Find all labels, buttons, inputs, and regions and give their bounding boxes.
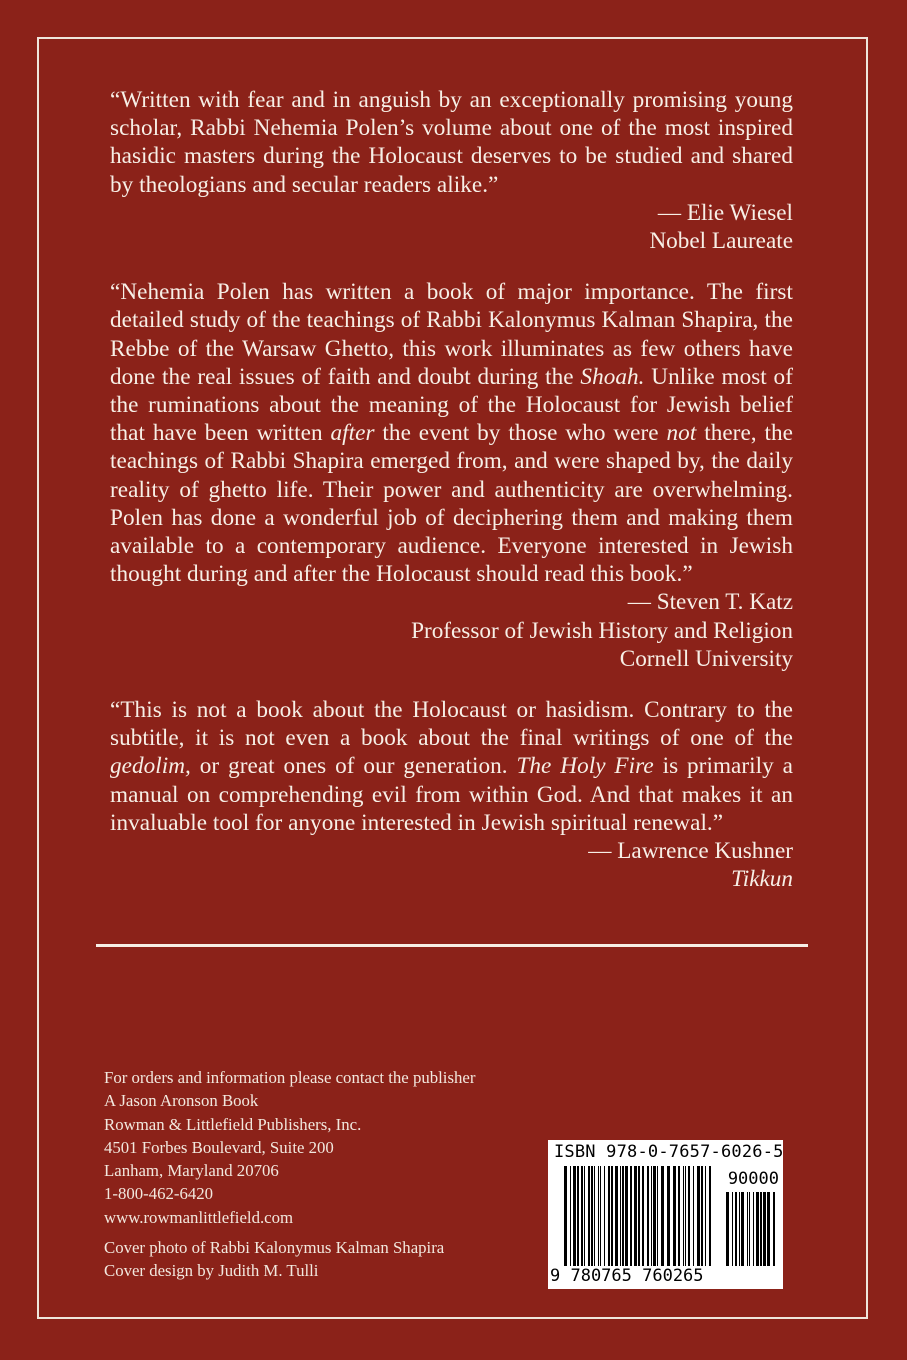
barcode-bar <box>581 1166 583 1266</box>
publisher-line: For orders and information please contact the publisher <box>104 1068 476 1087</box>
barcode-bar <box>630 1166 632 1266</box>
cover-photo-credit: Cover photo of Rabbi Kalonymus Kalman Shapira <box>104 1238 445 1258</box>
attribution-title: Nobel Laureate <box>649 228 793 255</box>
publisher-website: www.rowmanlittlefield.com <box>104 1207 294 1227</box>
attribution-name: — Elie Wiesel <box>657 199 793 226</box>
barcode-bar <box>608 1166 610 1266</box>
barcode-bar <box>634 1166 637 1266</box>
addon-barcode-bars <box>726 1192 778 1266</box>
barcode-bar <box>767 1192 770 1266</box>
barcode-bar <box>584 1166 585 1266</box>
barcode-bar <box>667 1166 670 1266</box>
barcode-bar <box>726 1192 729 1266</box>
barcode-bar <box>697 1166 700 1266</box>
barcode-bar <box>685 1166 686 1266</box>
barcode-bar <box>760 1192 762 1266</box>
barcode-bar <box>747 1192 748 1266</box>
attribution-name: — Lawrence Kushner <box>588 838 793 865</box>
barcode-bar <box>622 1166 624 1266</box>
barcode-bar <box>739 1192 740 1266</box>
barcode-bar <box>693 1166 694 1266</box>
barcode-bar <box>705 1166 706 1266</box>
barcode-bar <box>657 1166 658 1266</box>
barcode-bar <box>620 1166 621 1266</box>
barcode-bar <box>756 1192 759 1266</box>
quote-text: “Written with fear and in anguish by an exceptionally promising young scholar, Rabbi Nehemia Polen’s volume about one of the most inspired hasidic masters during the Holocaust deserves to be studied and shared by theologians and secular readers alike.” <box>110 87 793 198</box>
barcode-bar <box>709 1166 711 1266</box>
barcode-bar <box>688 1166 690 1266</box>
barcode-bar <box>661 1166 664 1266</box>
barcode-bar <box>600 1166 601 1266</box>
barcode-bar <box>763 1192 766 1266</box>
publisher-line: Rowman & Littlefield Publishers, Inc. <box>104 1114 362 1134</box>
barcode-bar <box>642 1166 644 1266</box>
barcode-bar <box>773 1192 775 1266</box>
endorsements <box>110 86 793 893</box>
attribution-name: — Steven T. Katz <box>627 589 793 616</box>
barcode-bar <box>615 1166 618 1266</box>
barcode-bar <box>625 1166 628 1266</box>
quote-text: “Nehemia Polen has written a book of major importance. The first detailed study of the teachings of Rabbi Kalonymus Kalman Shapira, the Rebbe of the Warsaw Ghetto, this work illuminates as few others have done the real issues of faith and doubt during the Shoah. Unlike most of the ruminations about the meaning of the Holocaust for Jewish belief that have been written after the event by those who were not there, the teachings of Rabbi Shapira emerged from, and were shaped by, the daily reality of ghetto life. Their power and authenticity are overwhelming. Polen has done a wonderful job of deciphering them and making them available to a contemporary audience. Everyone interested in Jewish thought during and after the Holocaust should read this book.” <box>110 279 794 588</box>
publisher-line: 4501 Forbes Boulevard, Suite 200 <box>104 1137 334 1157</box>
endorsement-katz <box>110 278 793 673</box>
publisher-line: Lanham, Maryland 20706 <box>104 1161 279 1181</box>
barcode-bar <box>732 1192 733 1266</box>
isbn-barcode <box>548 1140 783 1289</box>
ean-digits: 9 780765 760265 <box>550 1266 704 1286</box>
barcode-bar <box>591 1166 593 1266</box>
horizontal-divider <box>96 944 808 947</box>
cover-design-credit: Cover design by Judith M. Tulli <box>104 1261 319 1281</box>
endorsement-kushner <box>110 696 793 893</box>
publisher-info <box>104 1066 475 1283</box>
barcode-bar <box>678 1166 680 1266</box>
barcode-bar <box>588 1166 590 1266</box>
barcode-bar <box>638 1166 640 1266</box>
barcode-bar <box>749 1192 750 1266</box>
ean-barcode-bars <box>564 1166 714 1266</box>
barcode-bar <box>647 1166 649 1266</box>
attribution-title: Professor of Jewish History and Religion <box>411 617 793 644</box>
barcode-bar <box>735 1192 737 1266</box>
isbn-label: ISBN 978-0-7657-6026-5 <box>554 1142 784 1162</box>
barcode-bar <box>753 1192 754 1266</box>
barcode-bar <box>653 1166 656 1266</box>
attribution-publication: Tikkun <box>731 866 793 893</box>
price-code: 90000 <box>727 1169 779 1189</box>
barcode-bar <box>564 1166 567 1266</box>
barcode-bar <box>570 1166 571 1266</box>
barcode-bar <box>701 1166 703 1266</box>
publisher-line: A Jason Aronson Book <box>104 1091 259 1111</box>
attribution-affiliation: Cornell University <box>619 645 793 672</box>
barcode-bar <box>741 1192 744 1266</box>
barcode-bar <box>598 1166 599 1266</box>
barcode-bar <box>594 1166 595 1266</box>
barcode-bar <box>604 1166 605 1266</box>
barcode-bar <box>683 1166 684 1266</box>
barcode-bar <box>651 1166 652 1266</box>
quote-text: “This is not a book about the Holocaust or hasidism. Contrary to the subtitle, it is not even a book about the final writings of one of the gedolim, or great ones of our generation. The Holy Fire is primarily a manual on comprehending evil from within God. And that makes it an invaluable tool for anyone interested in Jewish spiritual renewal.” <box>110 697 793 836</box>
barcode-bar <box>573 1166 576 1266</box>
endorsement-wiesel <box>110 86 793 255</box>
publisher-phone: 1-800-462-6420 <box>104 1184 214 1204</box>
barcode-bar <box>673 1166 676 1266</box>
barcode-bar <box>611 1166 613 1266</box>
barcode-bar <box>577 1166 579 1266</box>
